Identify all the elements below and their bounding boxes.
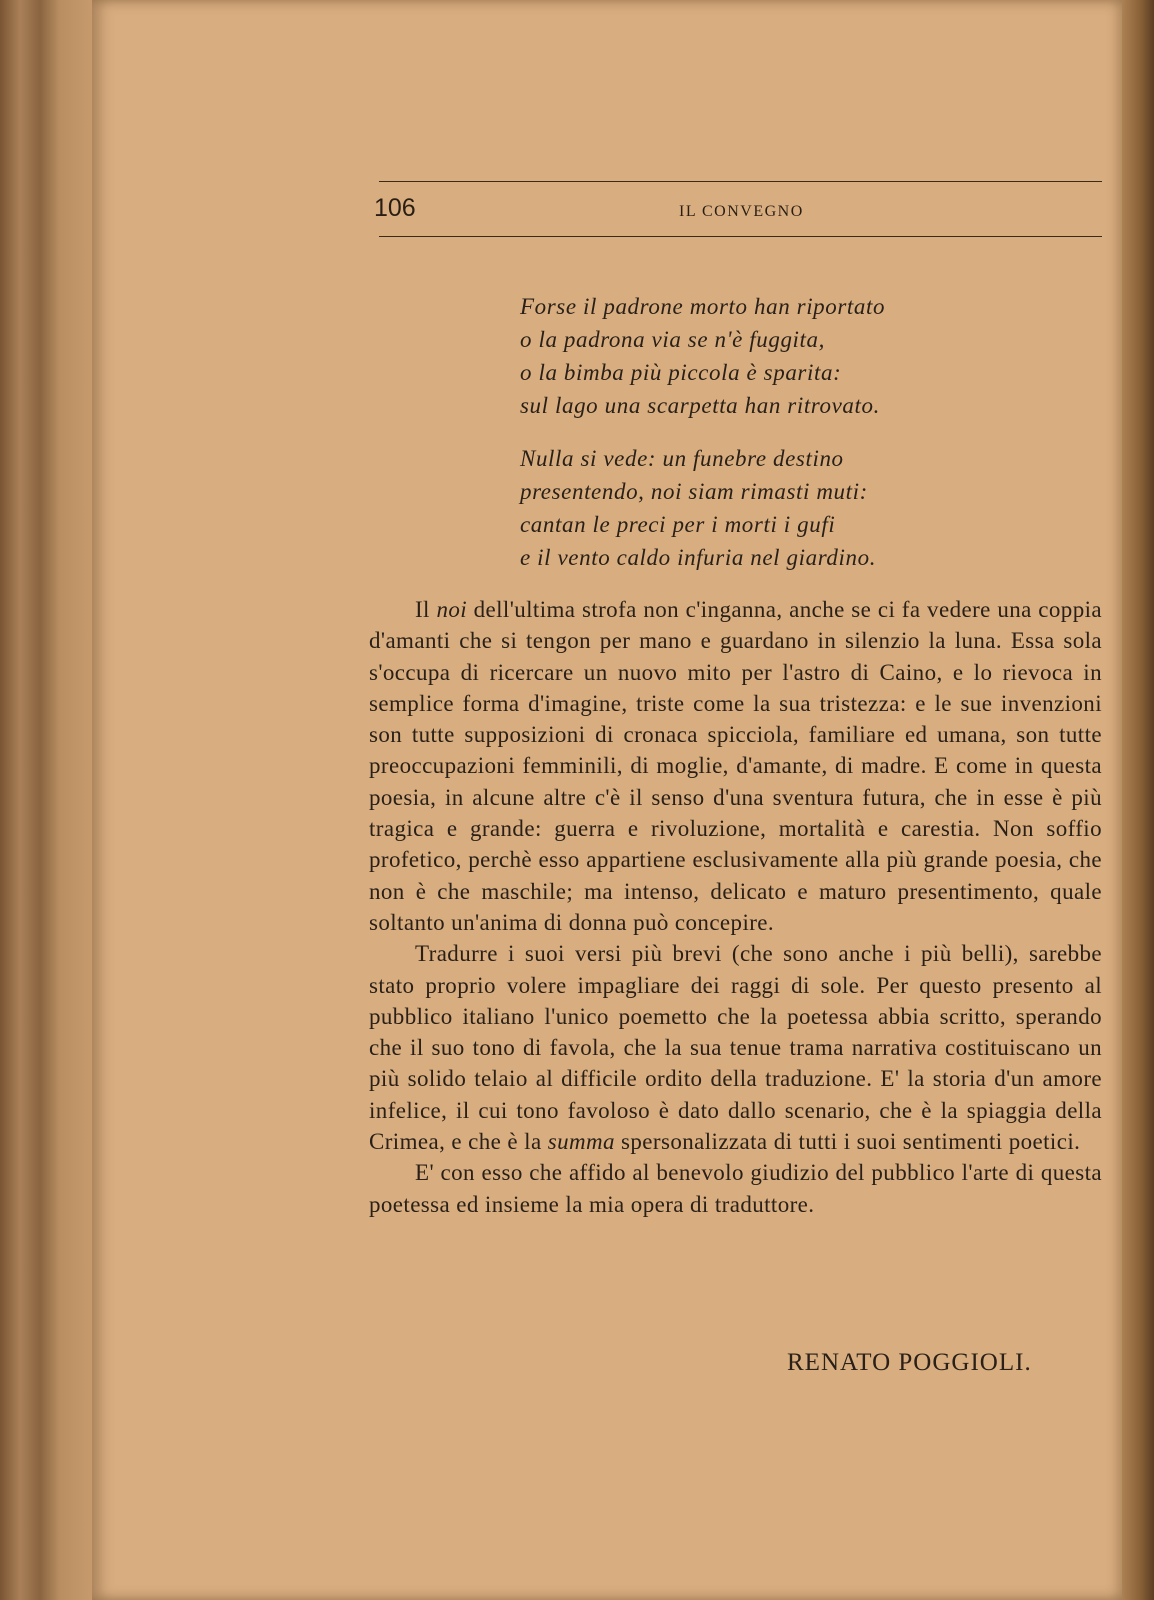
prose-italic-word: summa xyxy=(547,1129,615,1155)
prose-body xyxy=(369,594,1102,1220)
prose-text: Il xyxy=(415,597,437,622)
header-rule-bottom xyxy=(379,236,1102,237)
prose-text: spersonalizzata di tutti i suoi sentimenti poetici. xyxy=(614,1129,1081,1155)
poem-line: o la padrona via se n'è fuggita, xyxy=(520,327,825,352)
book-page xyxy=(92,0,1122,1600)
prose-paragraph-1 xyxy=(369,594,1102,938)
prose-italic-word: noi xyxy=(436,597,468,622)
poem-line: sul lago una scarpetta han ritrovato. xyxy=(520,393,880,418)
poem-stanza-2 xyxy=(520,442,1080,574)
page-number: 106 xyxy=(374,194,416,222)
prose-text: Tradurre i suoi versi più brevi (che sono anche i più belli), sarebbe stato proprio volere impagliare dei raggi di sole. Per questo presento al pubblico italiano l'unico poemetto che la poetessa abbia scritto, sperando che il suo tono di favola, che la sua tenue trama narrativa costituiscano un più solido telaio al difficile ordito della traduzione. E' la storia d'un amore infelice, il cui tono favoloso è dato dallo scenario, che è la spiaggia della Crimea, e che è la xyxy=(369,941,1102,1155)
poem-line: presentendo, noi siam rimasti muti: xyxy=(520,479,868,504)
poem-line: Forse il padrone morto han riportato xyxy=(520,294,886,319)
poem-line: cantan le preci per i morti i gufi xyxy=(520,512,836,537)
poem-line: Nulla si vede: un funebre destino xyxy=(520,446,844,471)
poem-line: o la bimba più piccola è sparita: xyxy=(520,360,842,385)
prose-paragraph-3: E' con esso che affido al benevolo giudizio del pubblico l'arte di questa poetessa ed insieme la mia opera di traduttore. xyxy=(369,1160,1102,1217)
prose-paragraph-2 xyxy=(369,938,1102,1157)
running-head: IL CONVEGNO xyxy=(679,203,804,220)
poem xyxy=(520,290,1080,594)
header-rule-top xyxy=(379,181,1102,182)
author-signature: RENATO POGGIOLI. xyxy=(787,1349,1032,1376)
prose-text: dell'ultima strofa non c'inganna, anche se ci fa vedere una coppia d'amanti che si tengon per mano e guardano in silenzio la luna. Essa sola s'occupa di ricercare un nuovo mito per l'astro di Caino, e lo rievoca in semplice forma d'imagine, triste come la sua tristezza: e le sue invenzioni son tutte supposizioni di cronaca spicciola, familiare ed umana, son tutte preoccupazioni femminili, di moglie, d'amante, di madre. E come in questa poesia, in alcune altre c'è il senso d'una sventura futura, che in esse è più tragica e grande: guerra e rivoluzione, mortalità e carestia. Non soffio profetico, perchè esso appartiene esclusivamente alla più grande poesia, che non è che maschile; ma intenso, delicato e maturo presentimento, quale soltanto un'anima di donna può concepire. xyxy=(369,597,1103,935)
poem-line: e il vento caldo infuria nel giardino. xyxy=(520,545,877,570)
poem-stanza-1 xyxy=(520,290,1080,422)
